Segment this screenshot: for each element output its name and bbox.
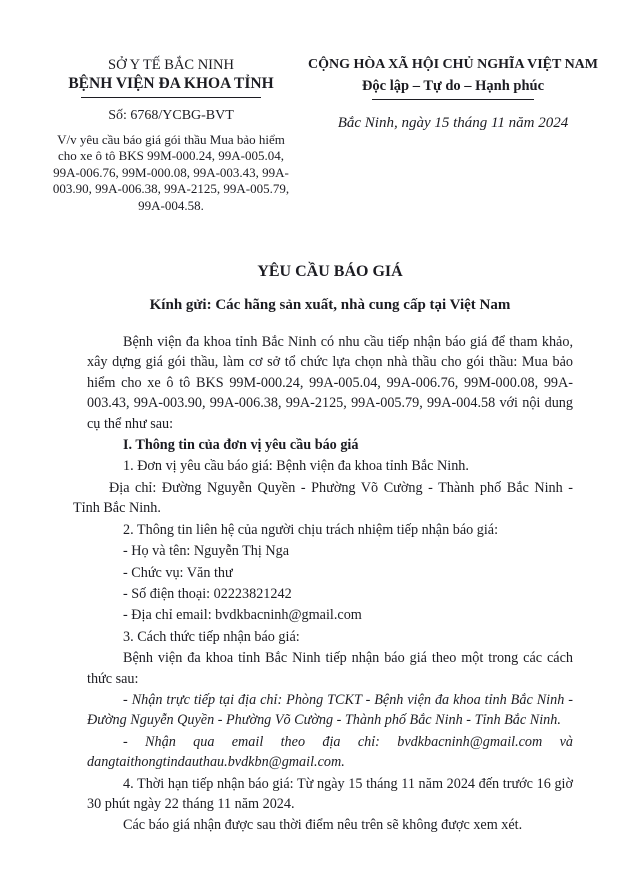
national-motto-line2: Độc lập – Tự do – Hạnh phúc	[361, 78, 545, 94]
contact-phone-line: - Số điện thoại: 02223821242	[123, 585, 292, 602]
hospital-name: BỆNH VIỆN ĐA KHOA TỈNH	[68, 75, 274, 92]
contact-name-line: - Họ và tên: Nguyễn Thị Nga	[123, 543, 290, 560]
contact-section-line: 2. Thông tin liên hệ của người chịu trách nhiệm tiếp nhận báo giá:	[123, 521, 499, 538]
deadline-paragraph: 4. Thời hạn tiếp nhận báo giá: Từ ngày 15 tháng 11 năm 2024 đến trước 16 giờ 30 phút ngày 22 tháng 11 năm 2024.	[87, 775, 573, 812]
motto-underline	[372, 99, 534, 100]
receive-email-paragraph: - Nhận qua email theo địa chỉ: bvdkbacninh@gmail.com và dangtaithongtindauthau.bvdkbn@gmail.com.	[87, 733, 573, 771]
receive-method-line: 3. Cách thức tiếp nhận báo giá:	[123, 628, 300, 645]
unit-name-line: 1. Đơn vị yêu cầu báo giá: Bệnh viện đa khoa tỉnh Bắc Ninh.	[123, 458, 469, 475]
salutation-line: Kính gửi: Các hãng sản xuất, nhà cung cấp tại Việt Nam	[149, 297, 511, 314]
hospital-name-underline	[81, 97, 261, 98]
section-1-heading: I. Thông tin của đơn vị yêu cầu báo giá	[123, 437, 359, 454]
intro-paragraph: Bệnh viện đa khoa tỉnh Bắc Ninh có nhu cầu tiếp nhận báo giá để tham khảo, xây dựng giá gói thầu, làm cơ sở tổ chức lựa chọn nhà thầu cho gói thầu: Mua bảo hiểm cho xe ô tô BKS 99M-000.24, 99A-005.04, 99A-006.76, 99M-000.08, 99A-003.43, 99A-003.90, 99A-006.38, 99A-2125, 99A-005.79, 99A-004.58 với nội dung cụ thể như sau:	[87, 334, 573, 432]
contact-email-line: - Địa chỉ email: bvdkbacninh@gmail.com	[123, 607, 362, 624]
department-name: SỞ Y TẾ BẮC NINH	[108, 57, 234, 73]
document-main	[0, 261, 634, 836]
document-number: Số: 6768/YCBG-BVT	[108, 108, 234, 123]
closing-note-paragraph: Các báo giá nhận được sau thời điểm nêu trên sẽ không được xem xét.	[123, 817, 523, 834]
national-motto-line1: CỘNG HÒA XÃ HỘI CHỦ NGHĨA VIỆT NAM	[307, 57, 598, 72]
issuer-block	[48, 56, 294, 214]
document-header	[0, 0, 634, 214]
national-header-block	[294, 56, 606, 214]
document-body	[73, 332, 573, 836]
place-date-line: Bắc Ninh, ngày 15 tháng 11 năm 2024	[337, 115, 569, 131]
receive-direct-paragraph: - Nhận trực tiếp tại địa chỉ: Phòng TCKT - Bệnh viện đa khoa tỉnh Bắc Ninh - Đường Nguyễn Quyền - Phường Võ Cường - Thành phố Bắc Ninh - Tỉnh Bắc Ninh.	[87, 691, 573, 729]
unit-address-line: Địa chỉ: Đường Nguyễn Quyền - Phường Võ Cường - Thành phố Bắc Ninh - Tỉnh Bắc Ninh.	[73, 479, 573, 517]
document-subject: V/v yêu cầu báo giá gói thầu Mua bảo hiểm cho xe ô tô BKS 99M-000.24, 99A-005.04, 99A-006.76, 99M-000.08, 99A-003.43, 99A-003.90, 99A-006.38, 99A-2125, 99A-005.79, 99A-004.58.	[52, 132, 290, 213]
contact-position-line: - Chức vụ: Văn thư	[123, 564, 233, 581]
document-title: YÊU CẦU BÁO GIÁ	[257, 263, 403, 281]
receive-intro-paragraph: Bệnh viện đa khoa tỉnh Bắc Ninh tiếp nhận báo giá theo một trong các cách thức sau:	[87, 650, 573, 687]
